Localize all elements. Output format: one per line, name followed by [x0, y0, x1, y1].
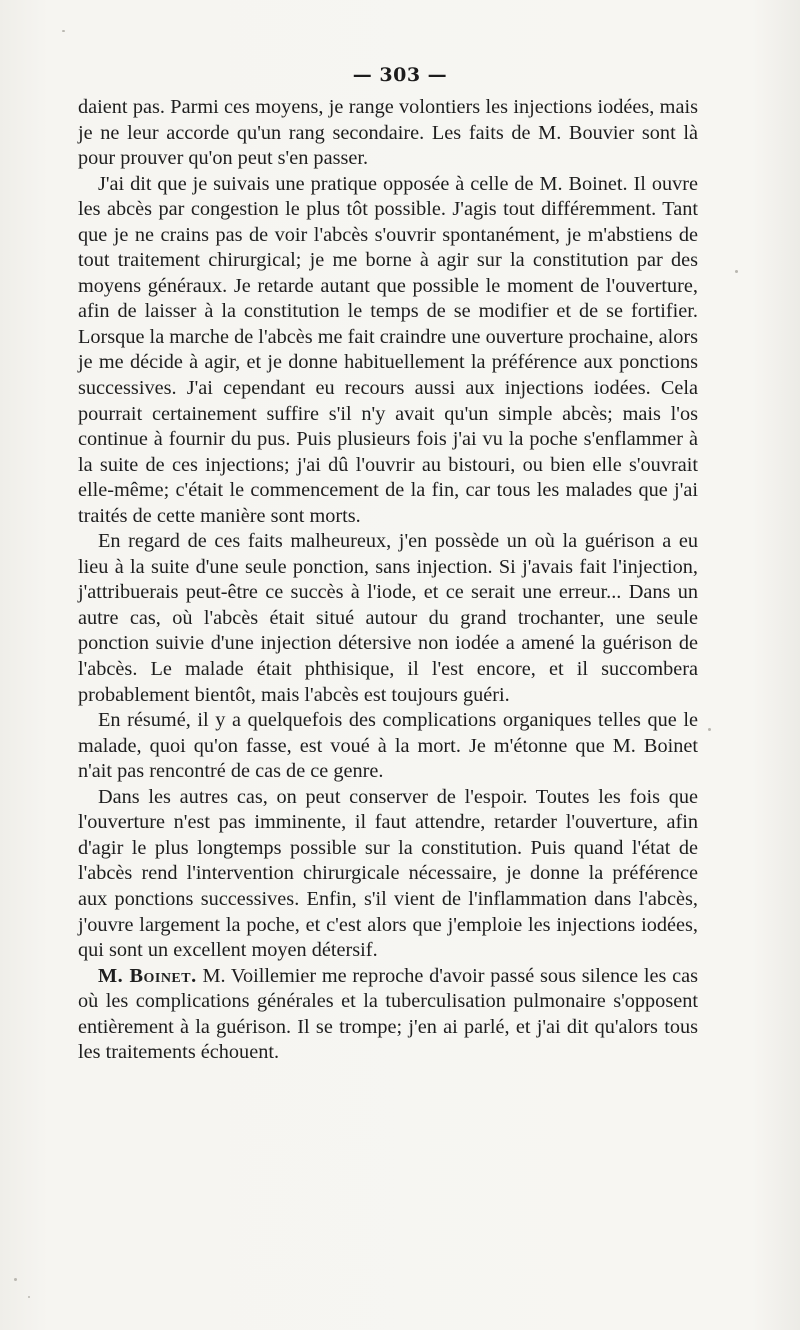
paragraph: En regard de ces faits malheureux, j'en possède un où la guérison a eu lieu à la suite d'une seule ponction, sans injection. Si j'avais fait l'injection, j'attribuerais peut-être ce succès à l'iode, et ce serait une erreur... Dans un autre cas, où l'abcès était situé autour du grand trochanter, une seule ponction suivie d'une injection détersive non iodée a amené la guérison de l'abcès. Le malade était phthisique, il l'est encore, et il succombera probablement bientôt, mais l'abcès est toujours guéri.	[78, 530, 698, 706]
paper-speck	[28, 1296, 30, 1298]
reply-text: M. Voillemier me reproche d'avoir passé sous silence les cas où les complications générales et la tuberculisation pulmonaire s'opposent entièrement à la guérison. Il se trompe; j'en ai parlé, et j'ai dit qu'alors tous les traitements échouent.	[78, 964, 698, 1064]
paragraph: daient pas. Parmi ces moyens, je range volontiers les injections iodées, mais je ne leur accorde qu'un rang secondaire. Les faits de M. Bouvier sont là pour prouver qu'on peut s'en passer.	[78, 96, 698, 170]
reply-paragraph	[78, 964, 698, 1066]
speaker-name: M. Boinet.	[98, 964, 197, 987]
paragraph: Dans les autres cas, on peut conserver de l'espoir. Toutes les fois que l'ouverture n'est pas imminente, il faut attendre, retarder l'ouverture, afin d'agir le plus longtemps possible sur la constitution. Puis quand l'état de l'abcès rend l'intervention chirurgicale nécessaire, je donne la préférence aux ponctions successives. Enfin, s'il vient de l'inflammation dans l'abcès, j'ouvre largement la poche, et c'est alors que j'emploie les injections iodées, qui sont un excellent moyen détersif.	[78, 785, 698, 962]
body-text	[78, 95, 698, 1066]
paper-speck	[14, 1278, 17, 1281]
paper-speck	[735, 270, 738, 273]
paragraph: En résumé, il y a quelquefois des complications organiques telles que le malade, quoi qu'on fasse, est voué à la mort. Je m'étonne que M. Boinet n'ait pas rencontré de cas de ce genre.	[78, 709, 698, 783]
page-number: — 303 —	[352, 64, 448, 86]
paper-speck	[708, 728, 711, 731]
paper-speck	[62, 30, 65, 32]
paragraph: J'ai dit que je suivais une pratique opposée à celle de M. Boinet. Il ouvre les abcès par congestion le plus tôt possible. J'agis tout différemment. Tant que je ne crains pas de voir l'abcès s'ouvrir spontanément, je m'abstiens de tout traitement chirurgical; je me borne à agir sur la constitution par des moyens généraux. Je retarde autant que possible le moment de l'ouverture, afin de laisser à la constitution le temps de se modifier et de se fortifier. Lorsque la marche de l'abcès me fait craindre une ouverture prochaine, alors je me décide à agir, et je donne habituellement la préférence aux ponctions successives. J'ai cependant eu recours aussi aux injections iodées. Cela pourrait certainement suffire s'il n'y avait qu'un simple abcès; mais l'os continue à fournir du pus. Puis plusieurs fois j'ai vu la poche s'enflammer à la suite de ces injections; j'ai dû l'ouvrir au bistouri, ou bien elle s'ouvrait elle-même; c'était le commencement de la fin, car tous les malades que j'ai traités de cette manière sont morts.	[78, 172, 698, 527]
